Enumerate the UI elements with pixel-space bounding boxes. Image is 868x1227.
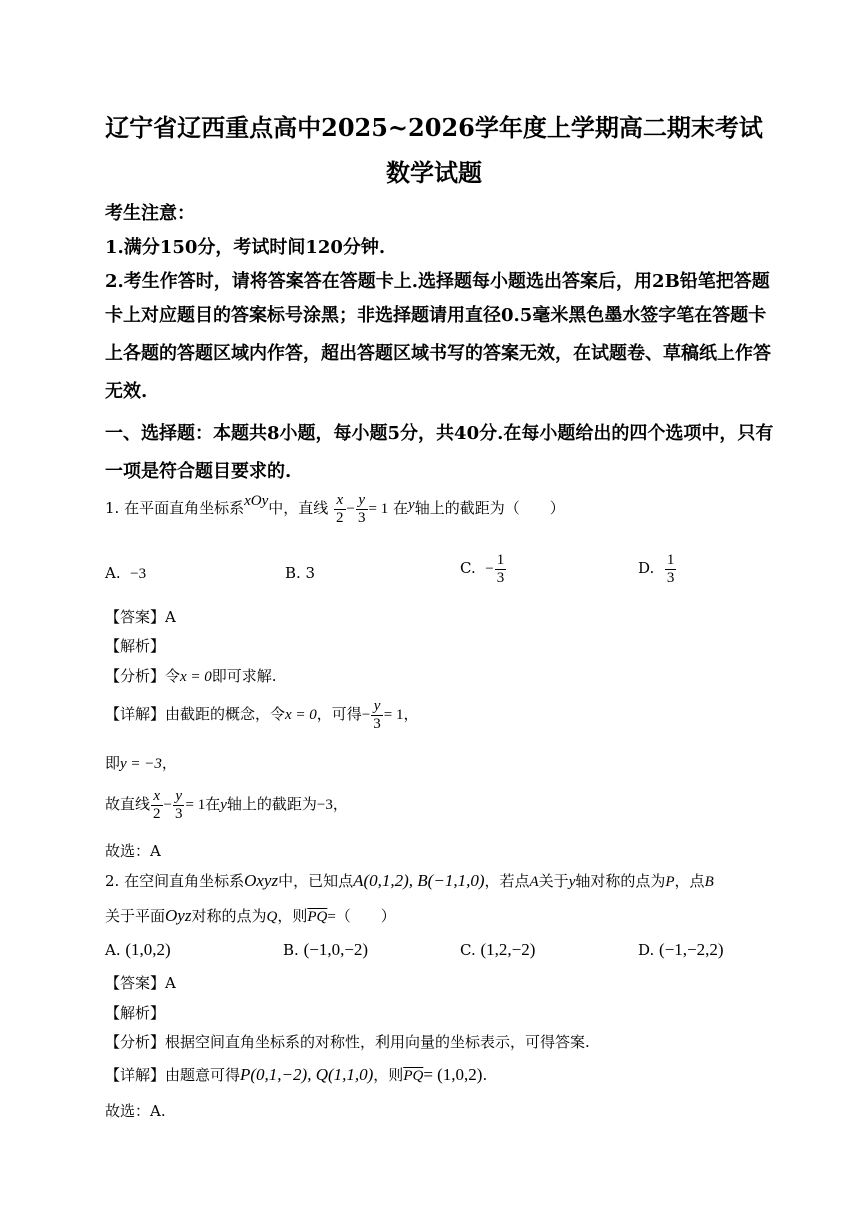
- question-1-coord-system: xOy: [244, 493, 269, 509]
- question-1-detail: 【详解】由截距的概念，令x = 0，可得− $\frac{y}{3}$ = 1，: [105, 698, 419, 732]
- question-2-detail: 【详解】由题意可得P(0,1,−2), Q(1,1,0)，则$\overline{PQ}= (1,0,2)$.: [105, 1065, 488, 1084]
- question-1-ji: 即y = −3，: [105, 754, 177, 772]
- question-1-conclusion: 故直线 $\frac{x}{2}$ − $\frac{y}{3}$ = 1在y轴上的截距为−3，: [105, 788, 348, 822]
- notice-item-1: 1.满分150分，考试时间120分钟.: [105, 237, 386, 258]
- notice-item-2-line-2: 卡上对应题目的答案标号涂黑；非选择题请用直径0.5毫米黑色墨水签字笔在答题卡: [105, 305, 767, 326]
- question-2-fenxi: 【分析】根据空间直角坐标系的对称性，利用向量的坐标表示，可得答案.: [105, 1033, 590, 1051]
- section-1-line-2: 一项是符合题目要求的.: [105, 461, 292, 482]
- question-2-option-b[interactable]: B. (−1,0,−2): [283, 940, 369, 959]
- question-1-option-b[interactable]: B. 3: [285, 564, 316, 582]
- question-1-text-a: 1. 在平面直角坐标系: [105, 499, 245, 517]
- question-1-text-c: 在: [393, 499, 409, 517]
- question-2-analysis-label: 【解析】: [105, 1004, 166, 1022]
- section-1-line-1: 一、选择题：本题共8小题，每小题5分，共40分.在每小题给出的四个选项中，只有: [105, 423, 774, 444]
- notice-item-2-line-4: 无效.: [105, 381, 148, 402]
- question-1-text-b: 中，直线: [268, 499, 329, 517]
- notice-item-2-line-1: 2.考生作答时，请将答案答在答题卡上.选择题每小题选出答案后，用2B铅笔把答题: [105, 271, 770, 292]
- notice-heading: 考生注意：: [105, 203, 195, 224]
- question-1-option-c[interactable]: C. − $\frac{1}{3}$: [460, 552, 505, 586]
- question-2-stem-line-2: 关于平面Oyz对称的点为Q，则$\overline{PQ}=$（ ）: [105, 906, 396, 925]
- question-2-option-d[interactable]: D. (−1,−2,2): [638, 940, 724, 959]
- question-2-option-c[interactable]: C. (1,2,−2): [460, 940, 536, 959]
- exam-subtitle: 数学试题: [386, 158, 482, 187]
- question-1-option-d[interactable]: D. $\frac{1}{3}$: [638, 552, 675, 586]
- question-1-text-d: 轴上的截距为（ ）: [414, 499, 565, 517]
- exam-title: 辽宁省辽西重点高中2025~2026学年度上学期高二期末考试: [105, 113, 763, 142]
- question-1-equation-rhs: = 1: [368, 501, 389, 517]
- question-1-fenxi: 【分析】令x = 0即可求解.: [105, 667, 277, 685]
- question-1-axis: y: [408, 497, 415, 513]
- vector-pq: $\overline{PQ}$: [307, 909, 328, 925]
- question-2-option-a[interactable]: A. (1,0,2): [105, 940, 171, 959]
- question-1-choice: 故选：A: [105, 842, 161, 860]
- question-1-fraction-x: $\frac{x}{2}$: [336, 492, 344, 526]
- question-1-fraction-y: $\frac{y}{3}$: [358, 492, 366, 526]
- question-2-stem-line-1: 2. 在空间直角坐标系Oxyz中，已知点A(0,1,2), B(−1,1,0)，若点A关于y轴对称的点为P，点B: [105, 871, 714, 890]
- question-2-choice: 故选：A.: [105, 1102, 166, 1120]
- question-1-analysis-label: 【解析】: [105, 637, 166, 655]
- question-1-answer: 【答案】A: [105, 608, 176, 626]
- question-1-stem: [105, 492, 565, 526]
- question-1-minus: −: [346, 501, 356, 517]
- question-1-option-a[interactable]: A. −3: [105, 564, 147, 582]
- notice-item-2-line-3: 上各题的答题区域内作答，超出答题区域书写的答案无效，在试题卷、草稿纸上作答: [105, 343, 771, 364]
- question-2-answer: 【答案】A: [105, 974, 176, 992]
